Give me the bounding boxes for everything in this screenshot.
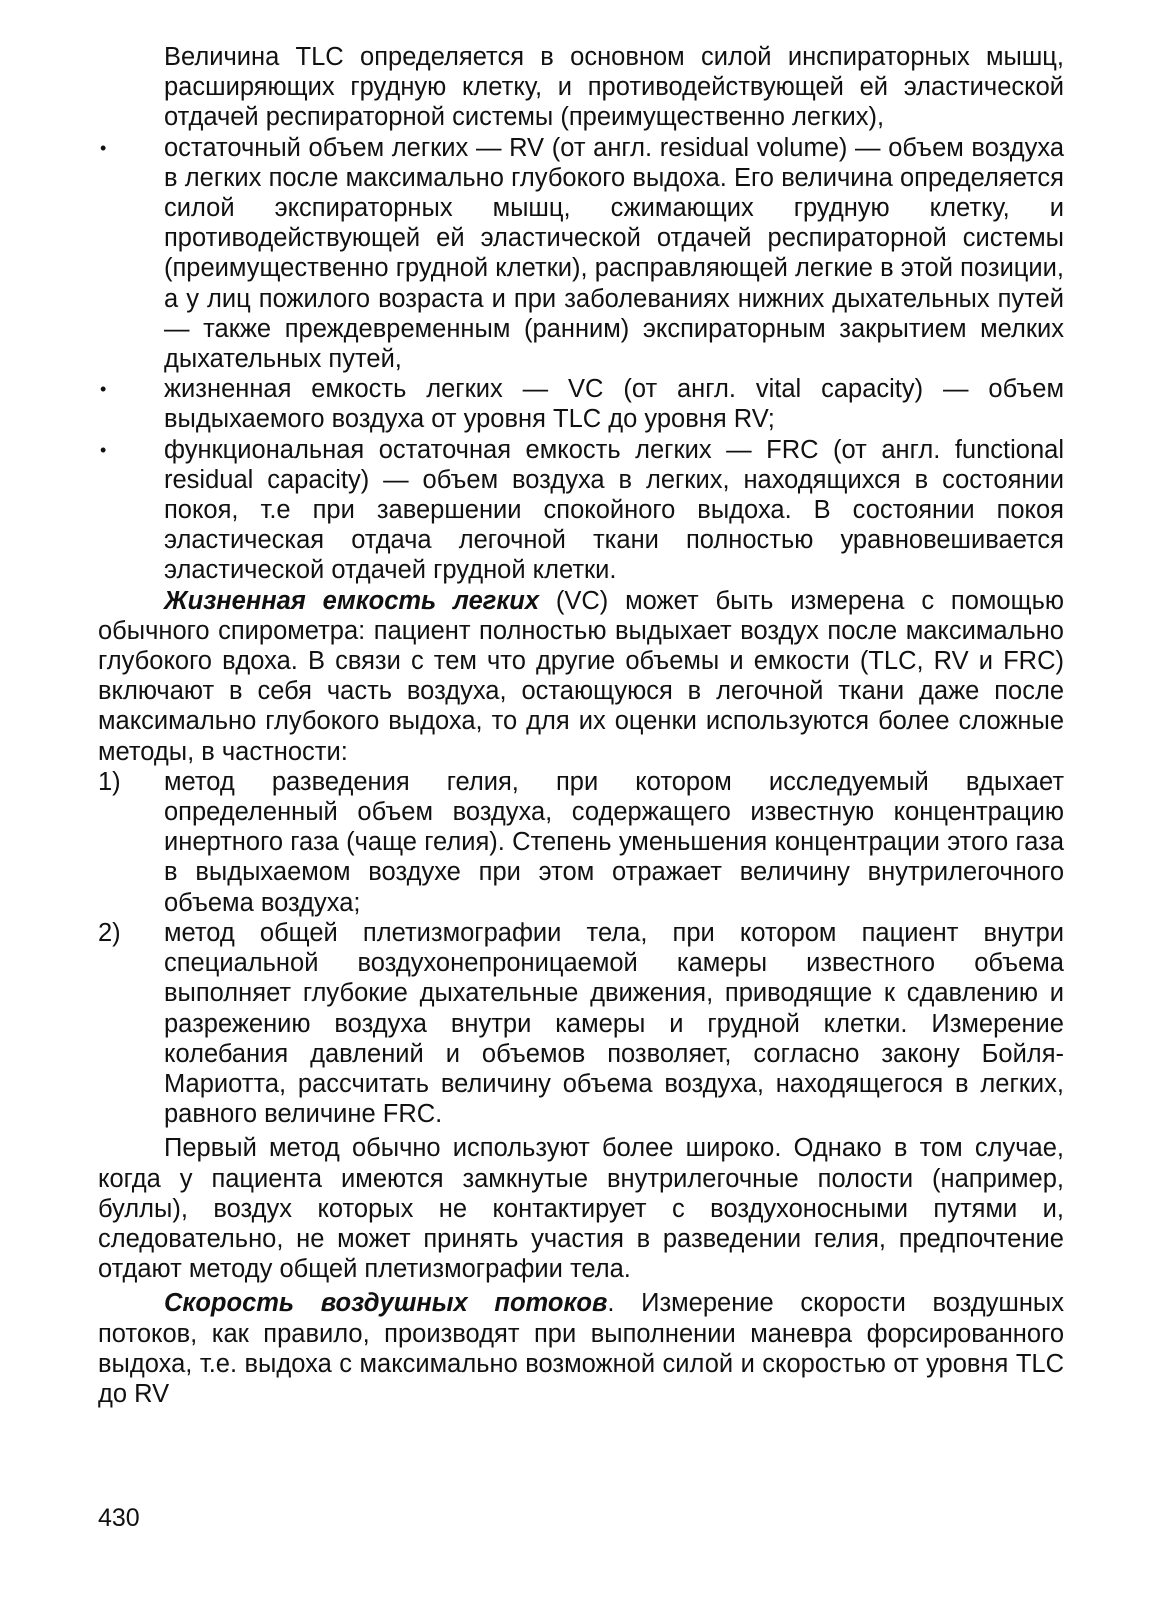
page-number: 430 [98,1504,140,1532]
intro-paragraph: Величина TLC определяется в основном силой инспираторных мышц, расширяющих грудную клетку, и противодействующей ей эластической отдачей респираторной системы (преимущественно легких), [164,43,1064,132]
term-air-flow-rate: Скорость воздушных потоков [164,1289,608,1318]
bullet-item-vc [98,374,1064,434]
method-item-helium [98,767,1064,918]
bullet-item-rv [98,133,1064,375]
method-text: метод общей плетизмографии тела, при котором пациент внутри специальной воздухонепроницаемой камеры известного объема выполняет глубокие дыхательные движения, приводящие к сдавлению и разрежению воздуха внутри камеры и грудной клетки. Измерение колебания давлений и объемов позволяет, согласно закону Бойля-Мариотта, рассчитать величину объема воздуха, находящегося в легких, равного величине FRC. [164,918,1064,1129]
vc-paragraph-text: (VC) может быть измерена с помощью обычного спирометра: пациент полностью выдыхает воздух после максимально глубокого вдоха. В связи с тем что другие объемы и емкости (TLC, RV и FRC) включают в себя часть воздуха, остающуюся в легочной ткани даже после максимально глубокого выдоха, то для их оценки используются более сложные методы, в частности: [98,586,1065,766]
first-method-paragraph: Первый метод обычно используют более широко. Однако в том случае, когда у пациента имеются замкнутые внутрилегочные полости (например, буллы), воздух которых не контактирует с воздухоносными путями и, следовательно, не может принять участия в разведении гелия, предпочтение отдают методу общей плетизмографии тела. [98,1134,1064,1284]
bullet-text: функциональная остаточная емкость легких — FRC (от англ. functional residual capacity) — объем воздуха в легких, находящихся в состоянии покоя, т.е при завершении спокойного выдоха. В состоянии покоя эластическая отдача легочной ткани полностью уравновешивается эластической отдачей грудной клетки. [164,435,1064,585]
bullet-marker: • [100,439,107,460]
method-text: метод разведения гелия, при котором исследуемый вдыхает определенный объем воздуха, содержащего известную концентрацию инертного газа (чаще гелия). Степень уменьшения концентрации этого газа в выдыхаемом воздухе при этом отражает величину внутрилегочного объема воздуха; [164,767,1064,917]
bullet-marker: • [100,379,107,400]
bullet-item-frc [98,435,1064,586]
flow-paragraph [98,1288,1064,1409]
method-number: 2) [98,918,121,947]
bullet-text: остаточный объем легких — RV (от англ. residual volume) — объем воздуха в легких после максимально глубокого выдоха. Его величина определяется силой экспираторных мышц, сжимающих грудную клетку, и противодействующей ей эластической отдачей респираторной системы (преимущественно грудной клетки), расправляющей легкие в этой позиции, а у лиц пожилого возраста и при заболеваниях нижних дыхательных путей — также преждевременным (ранним) экспираторным закрытием мелких дыхательных путей, [164,133,1064,374]
bullet-marker: • [100,137,107,158]
flow-paragraph-text: . Измерение скорости воздушных потоков, как правило, производят при выполнении маневра форсированного выдоха, т.е. выдоха с максимально возможной силой и скоростью от уровня TLC до RV [98,1289,1065,1408]
vc-paragraph [98,586,1064,767]
method-number: 1) [98,767,121,796]
page-body [98,42,1064,1409]
bullet-text: жизненная емкость легких — VC (от англ. vital capacity) — объем выдыхаемого воздуха от уровня TLC до уровня RV; [164,375,1064,434]
term-vital-capacity: Жизненная емкость легких [164,586,540,615]
method-item-plethysmography [98,918,1064,1129]
